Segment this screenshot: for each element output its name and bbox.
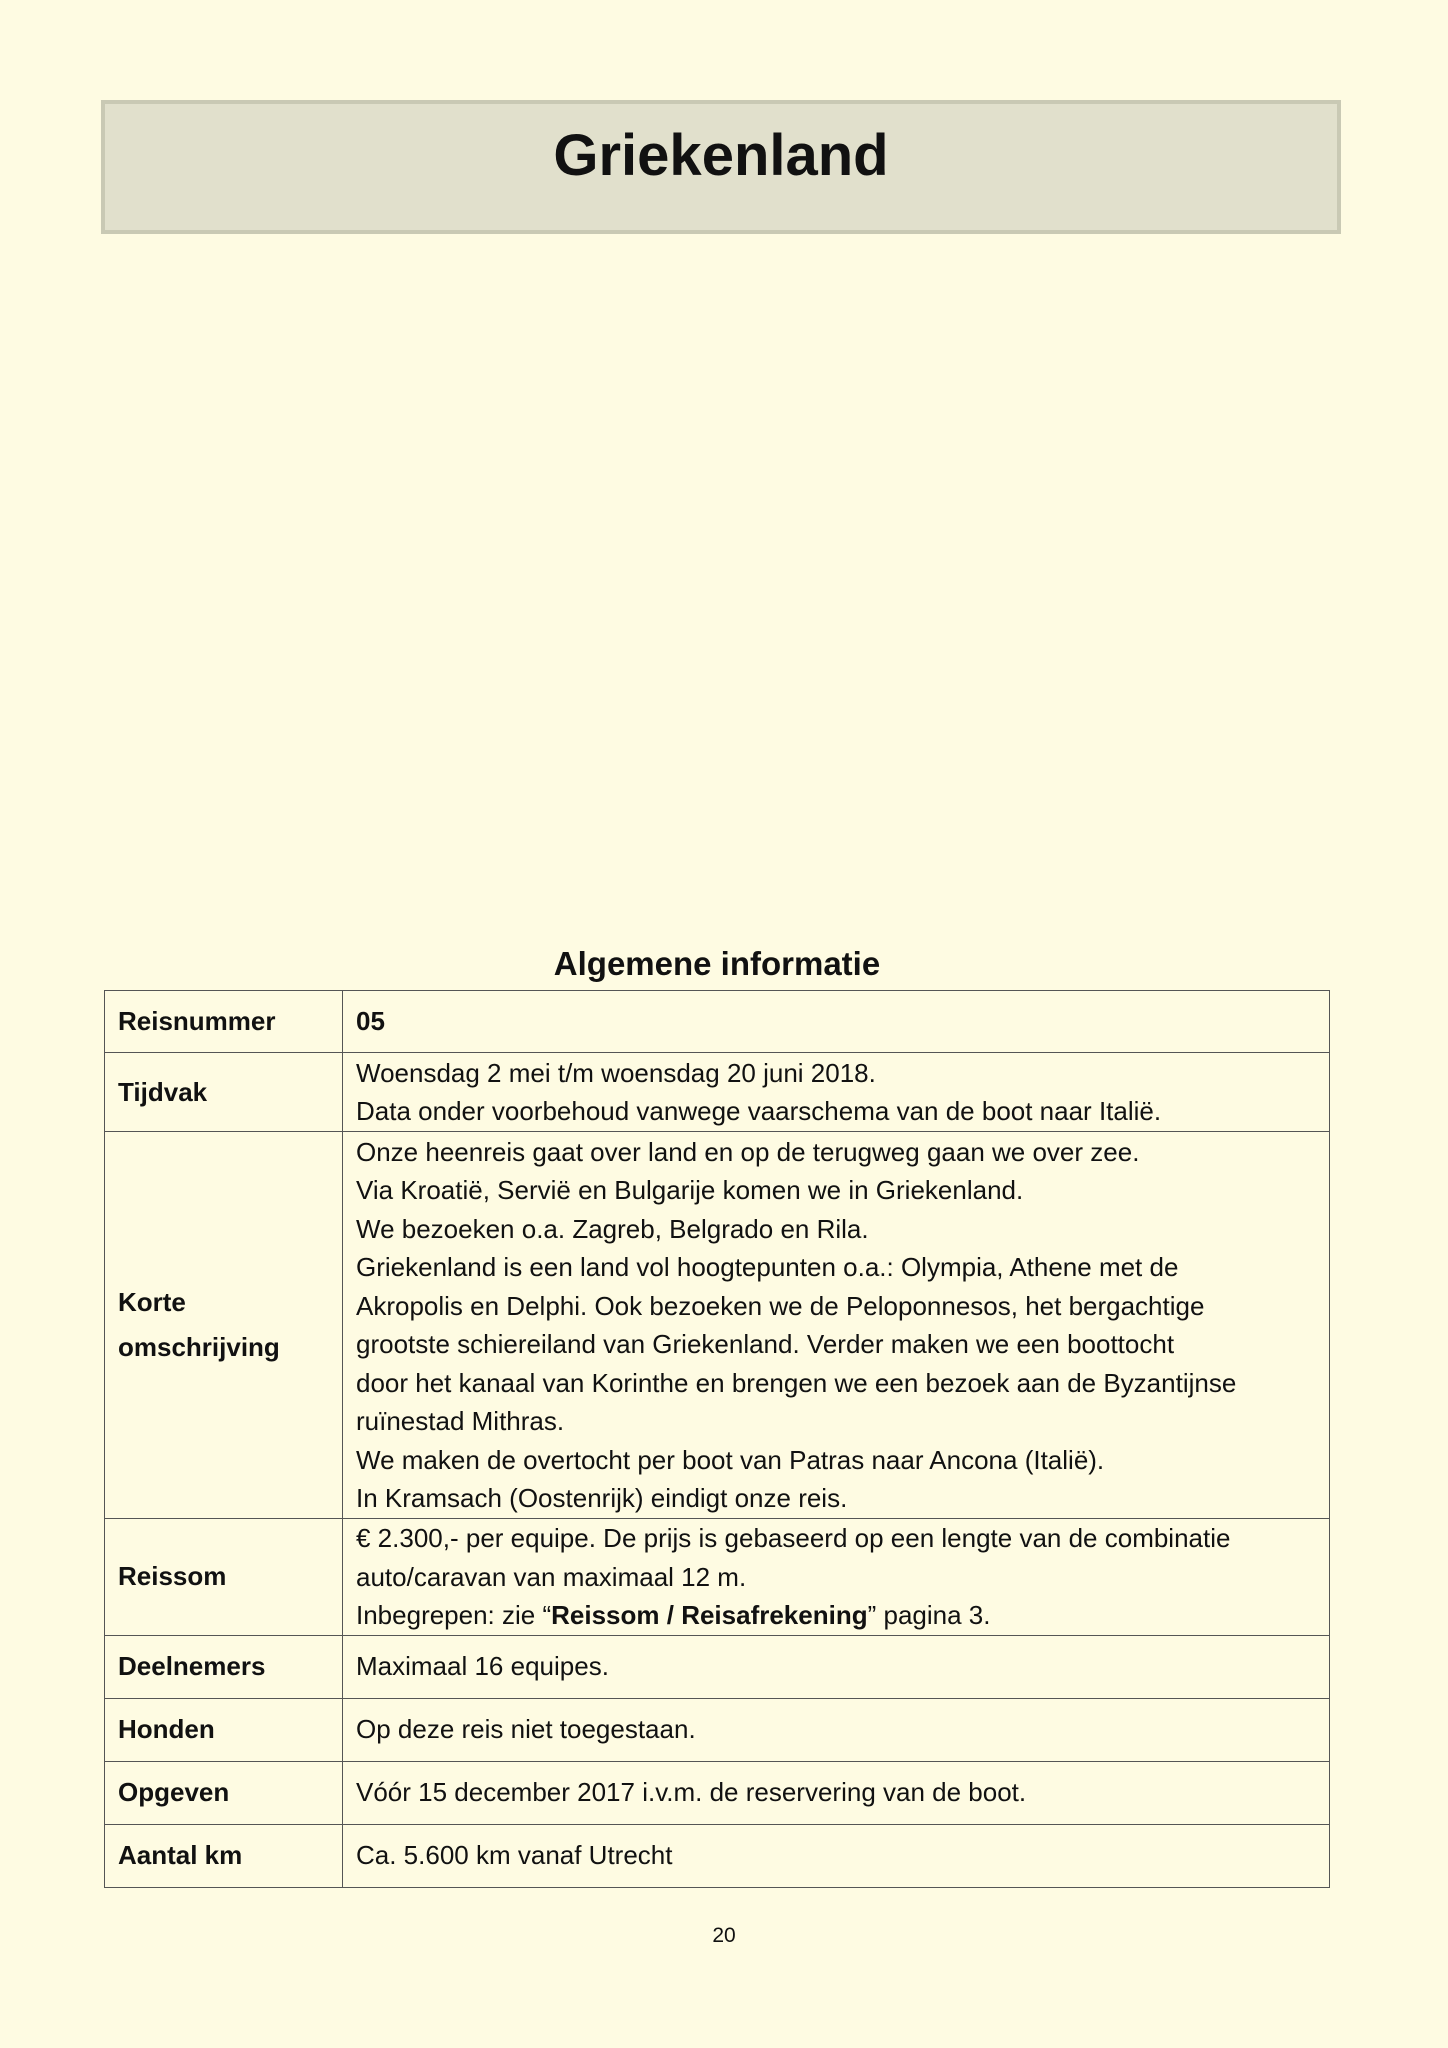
text-line: Via Kroatië, Servië en Bulgarije komen we in Griekenland. [356,1175,1024,1205]
row-label: Aantal km [105,1824,343,1887]
text-line: We maken de overtocht per boot van Patras naar Ancona (Italië). [356,1444,1105,1475]
text-line: Griekenland is een land vol hoogtepunten o.a.: Olympia, Athene met de [356,1252,1179,1282]
page-number: 20 [712,1924,736,1947]
row-value: Ca. 5.600 km vanaf Utrecht [343,1824,1330,1887]
table-row-tijdvak [105,1053,1330,1132]
text-line: Onze heenreis gaat over land en op de terugweg gaan we over zee. [356,1136,1140,1167]
table-row-reisnummer [105,991,1330,1053]
row-value [343,1519,1330,1636]
table-row-korte-omschrijving [105,1132,1330,1519]
text-line: Woensdag 2 mei t/m woensdag 20 juni 2018. [356,1057,876,1088]
text-line: € 2.300,- per equipe. De prijs is gebaseerd op een lengte van de combinatie [356,1523,1231,1553]
included-suffix: ” pagina 3. [867,1600,991,1630]
row-value [343,1132,1330,1519]
row-label [105,1132,343,1519]
row-label: Reissom [105,1519,343,1636]
row-label: Tijdvak [105,1053,343,1132]
row-label: Reisnummer [105,991,343,1053]
text-line: auto/caravan van maximaal 12 m. [356,1561,747,1592]
row-value: Vóór 15 december 2017 i.v.m. de reservering van de boot. [343,1761,1330,1824]
table-row-deelnemers [105,1635,1330,1698]
text-line: In Kramsach (Oostenrijk) eindigt onze reis. [356,1483,848,1513]
label-line: omschrijving [118,1332,280,1362]
info-table [104,990,1330,1888]
row-value [343,1053,1330,1132]
text-line: Data onder voorbehoud vanwege vaarschema van de boot naar Italië. [356,1096,1162,1126]
text-line: grootste schiereiland van Griekenland. Verder maken we een boottocht [356,1329,1175,1359]
row-label: Deelnemers [105,1635,343,1698]
section-heading: Algemene informatie [553,945,881,982]
row-label: Honden [105,1698,343,1761]
text-line: ruïnestad Mithras. [356,1406,565,1436]
text-line: Akropolis en Delphi. Ook bezoeken we de Peloponnesos, het bergachtige [356,1290,1205,1321]
table-row-opgeven [105,1761,1330,1824]
included-prefix: Inbegrepen: zie “ [356,1600,552,1630]
row-label: Opgeven [105,1761,343,1824]
label-line: Korte [118,1287,186,1317]
page-title: Griekenland [553,123,889,188]
row-value: 05 [343,991,1330,1053]
table-row-honden [105,1698,1330,1761]
included-reference: Reissom / Reisafrekening [551,1600,868,1630]
text-line: We bezoeken o.a. Zagreb, Belgrado en Rila. [356,1213,869,1244]
text-line: door het kanaal van Korinthe en brengen we een bezoek aan de Byzantijnse [356,1367,1237,1398]
row-value: Maximaal 16 equipes. [343,1635,1330,1698]
row-value: Op deze reis niet toegestaan. [343,1698,1330,1761]
table-row-reissom [105,1519,1330,1636]
title-box [101,100,1341,234]
table-row-aantal-km [105,1824,1330,1887]
included-line [356,1596,1319,1635]
